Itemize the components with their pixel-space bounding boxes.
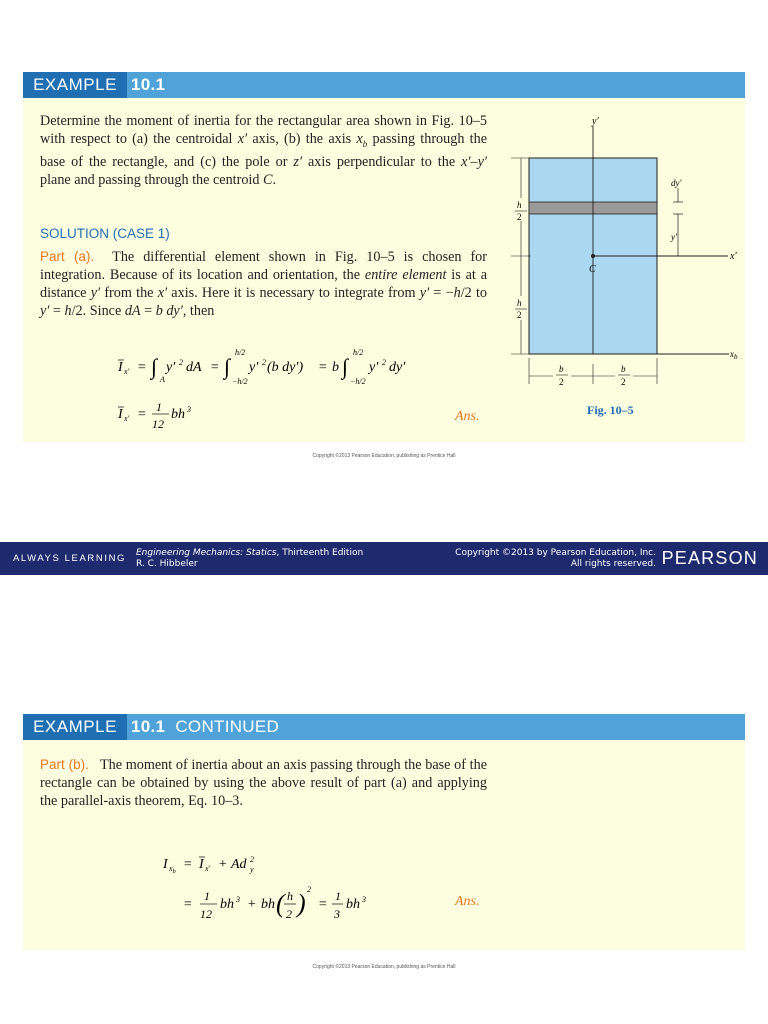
centroid-point [591,254,595,258]
continued-label: CONTINUED [175,717,280,736]
svg-text:A: A [160,375,165,384]
svg-text:x′: x′ [205,864,211,873]
svg-text:y′: y′ [249,360,259,375]
b-half-right-den: 2 [621,377,626,387]
svg-text:3: 3 [362,895,366,904]
always-learning: ALWAYS LEARNING [13,553,127,564]
example-label: EXAMPLE [23,714,127,740]
example-label: EXAMPLE [23,72,127,98]
svg-text:3: 3 [334,907,340,921]
svg-text:y′: y′ [369,360,379,375]
slide1-copyright: Copyright ©2013 Pearson Education, publishing as Prentice Hall [312,453,456,459]
svg-text:2: 2 [262,358,266,367]
figure-10-5 [493,108,745,438]
svg-text:Ad: Ad [231,857,247,872]
svg-text:=: = [318,897,328,912]
svg-text:12: 12 [152,417,164,431]
centroid-label: C [589,264,596,275]
svg-text:1: 1 [156,400,162,414]
b-half-right-num: b [621,364,626,374]
svg-text:(: ( [276,889,285,918]
svg-text:bh: bh [171,407,185,422]
problem-statement: Determine the moment of inertia for the rectangular area shown in Fig. 10–5 with respect to (a) the centroidal x′ axis, (b) the axis $x_b$ passing through the base of the rectangle, and (c) the pole or z′ axis perpendicular to the x′–y′ plane and passing through the centroid C. [40,113,488,188]
svg-text:=: = [210,360,220,375]
svg-text:2: 2 [382,358,386,367]
answer-marker-b: Ans. [455,894,480,909]
y-axis-label: y′ [592,116,599,127]
svg-text:+: + [247,897,257,912]
svg-text:xb: $x_b$ [169,864,176,875]
svg-text:+: + [218,857,228,872]
svg-text:y: y [250,865,254,874]
svg-text:bh: bh [261,897,275,912]
book-title: Engineering Mechanics: Statics [136,548,277,558]
slide2-header [23,714,745,740]
svg-text:x′: x′ [124,414,130,423]
svg-text:bh: bh [346,897,360,912]
b-half-left-num: b [559,364,564,374]
svg-text:∫: ∫ [151,354,158,379]
example-number-continued: 10.1 CONTINUED [131,717,280,736]
svg-text:h: h [287,889,293,903]
svg-text:I: I [118,407,123,422]
svg-text:−h/2: −h/2 [232,377,248,386]
solution-heading: SOLUTION (CASE 1) [40,226,170,241]
xb-axis-label: $x_b$ [730,349,738,361]
equation-parallel-axis [163,848,403,938]
book-edition: , Thirteenth Edition [276,548,364,558]
svg-text:=: = [183,857,193,872]
part-b-text: Part (b). The moment of inertia about an axis passing through the base of the rectangle can be obtained by using the above result of part (a) and applying the parallel-axis theorem, Eq. 10–3. [40,757,487,809]
copyright-notice [455,548,656,570]
svg-text:=: = [183,897,193,912]
svg-text:3: 3 [236,895,240,904]
equation-integral [118,342,478,392]
h-half-upper-num: h [517,200,522,210]
b-half-left-den: 2 [559,377,564,387]
slide2-copyright: Copyright ©2013 Pearson Education, publishing as Prentice Hall [312,964,456,970]
h-half-upper-den: 2 [517,212,522,222]
svg-text:1: 1 [335,889,341,903]
slide-header [23,72,745,98]
part-b-label: Part (b). [40,757,89,772]
copyright-line2: All rights reserved. [570,559,656,569]
svg-text:2: 2 [179,358,183,367]
svg-text:2: 2 [250,855,254,864]
equation-result [118,396,318,436]
svg-text:2: 2 [286,907,292,921]
svg-text:): ) [297,889,306,918]
book-info [136,548,363,570]
svg-text:I: I [199,857,204,872]
figure-caption: Fig. 10–5 [587,403,634,417]
svg-text:=: = [137,360,147,375]
answer-marker: Ans. [455,409,480,424]
pearson-logo: PEARSON [661,548,758,568]
author: R. C. Hibbeler [136,559,198,569]
y-distance-label: y′ [671,232,677,242]
h-half-lower-num: h [517,298,522,308]
part-a-label: Part (a). [40,249,95,264]
svg-text:x′: x′ [124,367,130,376]
svg-text:bh: bh [220,897,234,912]
example-number: 10.1 [131,75,166,94]
svg-text:dy′: dy′ [389,360,406,375]
slide-example-10-1 [23,72,745,442]
svg-text:b: b [332,360,339,375]
svg-text:1: 1 [204,889,210,903]
x-axis-label: x′ [730,251,737,262]
svg-text:∫: ∫ [224,354,231,379]
svg-text:dA: dA [186,360,202,375]
svg-text:−h/2: −h/2 [350,377,366,386]
equation-integral-svg [118,342,478,392]
svg-text:2: 2 [307,885,311,894]
svg-text:=: = [318,360,328,375]
svg-text:y′: y′ [166,360,176,375]
copyright-line1: Copyright ©2013 by Pearson Education, Inc. [455,548,656,558]
dy-label: dy′ [671,178,682,188]
part-a-text: Part (a). The differential element shown in Fig. 10–5 is chosen for integration. Because of its location and orientation, the entire element is at a distance y′ from the x′ axis. Here it is necessary to integrate from y′ = −h/2 to y′ = h/2. Since dA = b dy′, then [40,249,488,319]
svg-text:=: = [137,407,147,422]
h-half-lower-den: 2 [517,310,522,320]
svg-text:I: I [163,857,168,872]
svg-text:3: 3 [187,405,191,414]
equation-result-svg [118,396,318,436]
svg-text:∫: ∫ [342,354,349,379]
equation-parallel-axis-svg [163,848,403,938]
pearson-footer [0,542,768,575]
svg-text:(b dy′): (b dy′) [267,360,304,375]
svg-text:12: 12 [200,907,212,921]
slide-example-10-1-continued [23,714,745,950]
svg-text:h/2: h/2 [235,348,246,357]
svg-text:I: I [118,360,123,375]
svg-text:h/2: h/2 [353,348,364,357]
